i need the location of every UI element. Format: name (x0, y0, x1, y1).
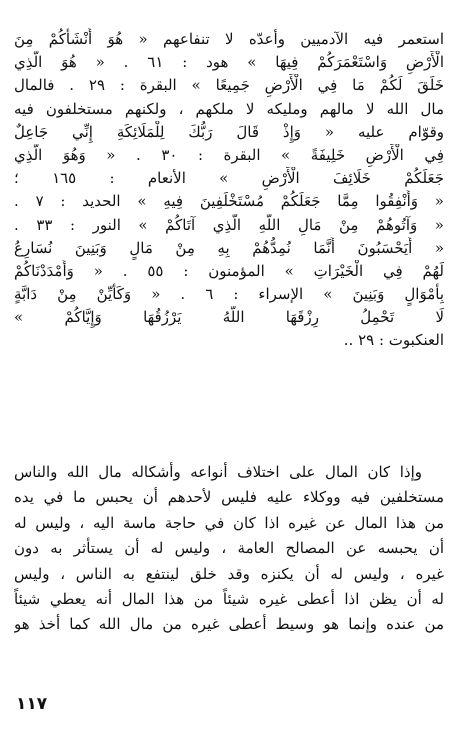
text-line: « أَيَحْسَبُونَ أَنَّمَا نُمِدُّهُمْ بِهِ مِنْ مَالٍ وَبَنِينَ نُسَارِعُ (14, 238, 444, 257)
text-line: استعمر فيه الآدميين وأعدّه لا تنفاعهم « هُوَ أَنْشَأَكُمْ مِنَ (14, 30, 444, 48)
text-line: فِي الْأَرْضِ خَلِيفَةً » البقرة : ٣٠ . « وَهُوَ الَّذِي (14, 145, 444, 164)
text-line: مال الله لا مالهم ومليكه لا ملكهم ، ولكنهم مستخلفون فيه (14, 99, 444, 118)
text-line: لَا تَحْمِلُ رِزْقَهَا اللَّهُ يَرْزُقُهَا وَإِيَّاكُمْ » (14, 308, 444, 327)
text-line: لَهُمْ فِي الْخَيْرَاتِ » المؤمنون : ٥٥ . « وَأَمْدَدْنَاكُمْ (14, 261, 444, 280)
text-line: بِأَمْوَالٍ وَبَنِينَ » الإسراء : ٦ . « وَكَأَيِّنْ مِنْ دَابَّةٍ (14, 285, 444, 304)
text-line: من عنده وإنما هو وسيط أعطى غيره من مال الله كما أخذ هو (14, 615, 444, 634)
text-line: العنكبوت : ٢٩ .. (343, 331, 444, 350)
text-line: جَعَلَكُمْ خَلَائِفَ الْأَرْضِ » الأنعام : ١٦٥ ؛ (14, 169, 444, 188)
text-line: أن يحبسه عن المصالح العامة ، وليس له أن يستأثر به دون (14, 539, 444, 558)
text-line: مستخلفين فيه ووكلاء عليه فليس لأحدهم أن يحبس ما في يده (14, 488, 444, 507)
quote-paragraph (14, 28, 444, 353)
text-line: « وَأَنْفِقُوا مِمَّا جَعَلَكُمْ مُسْتَخْلَفِينَ فِيهِ » الحديد : ٧ . (14, 192, 444, 211)
page-number: ١١٧ (16, 694, 48, 714)
text-line: « وَآتُوهُمْ مِنْ مَالِ اللَّهِ الَّذِي آتَاكُمْ » النور : ٣٣ . (14, 215, 444, 234)
text-line: الْأَرْضِ وَاسْتَعْمَرَكُمْ فِيهَا » هود : ٦١ . « هُوَ الَّذِي (14, 53, 444, 72)
body-paragraph (14, 460, 444, 638)
text-line: من هذا المال عن غيره اذا كان في حاجة ماسة اليه ، وليس له (14, 513, 444, 532)
text-line: خَلَقَ لَكُمْ مَا فِي الْأَرْضِ جَمِيعًا » البقرة : ٢٩ . فالمال (14, 76, 444, 95)
text-line: له أن يظن اذا أعطى غيره شيئاً من هذا المال أنه يعطي شيئاً (14, 589, 444, 608)
text-line: وإذا كان المال على اختلاف أنواعه وأشكاله مال الله والناس (14, 463, 422, 481)
text-line: وقوّام عليه « وَإِذْ قَالَ رَبُّكَ لِلْمَلَائِكَةِ إِنِّي جَاعِلٌ (14, 122, 444, 141)
text-line: غيره ، وليس له أن يكنزه وقد خلق لينتفع به الناس ، وليس (14, 564, 444, 583)
